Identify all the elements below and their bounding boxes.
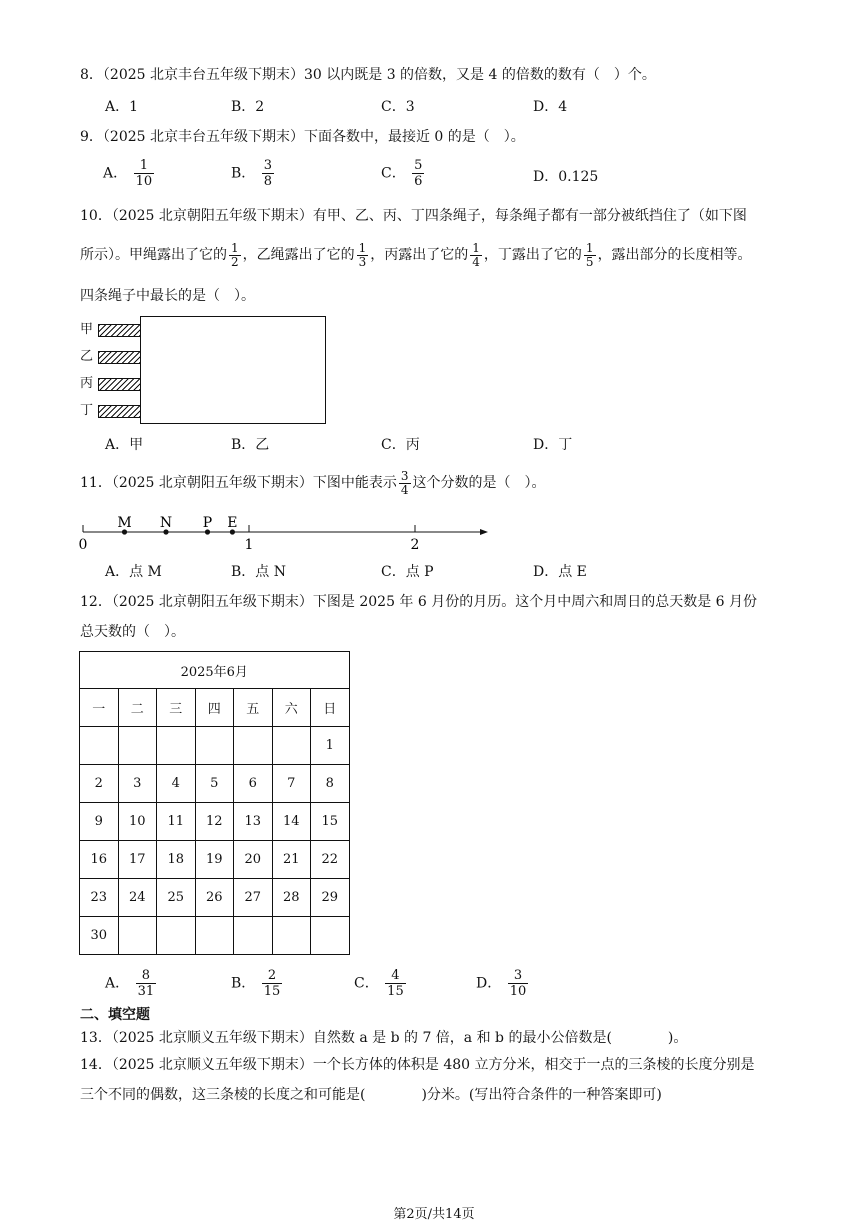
q10-option-b: B．乙 (231, 437, 270, 453)
q12-option-b-label: B． (231, 975, 256, 992)
calendar-day-cell: 29 (311, 879, 350, 917)
fraction-denominator: 8 (263, 174, 273, 189)
rope-label-jia: 甲 (80, 322, 94, 337)
fraction-denominator: 10 (135, 174, 153, 189)
calendar-weekday: 二 (118, 689, 157, 727)
calendar-day-cell: 9 (80, 803, 119, 841)
section-heading: 二、填空题 (80, 1007, 150, 1023)
q8-option-b: B．2 (231, 99, 265, 115)
q8-option-c: C．3 (381, 99, 415, 115)
q9-option-a-label: A． (103, 165, 128, 182)
q14-line1: 14．（2025 北京顺义五年级下期末）一个长方体的体积是 480 立方分米，相交于一点的三条棱的长度分别是 (80, 1057, 755, 1073)
q10-line2-text-b: ，乙绳露出了它的 (242, 247, 355, 263)
calendar-day-cell: 6 (234, 765, 273, 803)
fraction-numerator: 5 (414, 158, 423, 173)
q12-option-c-label: C． (354, 975, 379, 992)
calendar-day-cell: 17 (118, 841, 157, 879)
calendar-day-cell: 30 (80, 917, 119, 955)
number-line-arrow (480, 529, 488, 535)
calendar-day-cell (272, 917, 311, 955)
calendar-week-row (80, 765, 350, 803)
number-line (70, 505, 500, 555)
number-line-point-label: P (202, 515, 213, 531)
calendar-day-cell: 4 (157, 765, 196, 803)
q8-option-d: D．4 (533, 99, 568, 115)
calendar-day-cell: 2 (80, 765, 119, 803)
q10-line1: 10．（2025 北京朝阳五年级下期末）有甲、乙、丙、丁四条绳子，每条绳子都有一部分被纸挡住了（如下图 (80, 208, 747, 224)
q14-line2: 三个不同的偶数，这三条棱的长度之和可能是( )分米。(写出符合条件的一种答案即可) (80, 1087, 662, 1103)
calendar-day-cell (195, 727, 234, 765)
q10-fraction-4 (584, 242, 596, 269)
page-footer: 第2页/共14页 (393, 1207, 475, 1222)
calendar-week-row (80, 879, 350, 917)
fraction-numerator: 3 (400, 468, 409, 483)
fraction-denominator: 2 (231, 254, 239, 269)
q11-stem-text-b: 这个分数的是（ ）。 (412, 475, 546, 491)
q12-option-a-label: A． (105, 975, 130, 992)
q12-option-a (105, 968, 158, 999)
calendar-day-cell (234, 727, 273, 765)
calendar-day-cell: 10 (118, 803, 157, 841)
rope-bing (98, 378, 142, 391)
calendar-day-cell: 22 (311, 841, 350, 879)
calendar-day-cell (311, 917, 350, 955)
covering-paper (140, 316, 326, 424)
calendar-weekday: 四 (195, 689, 234, 727)
rope-yi (98, 351, 142, 364)
fraction-numerator: 1 (585, 240, 594, 255)
calendar-day-cell: 5 (195, 765, 234, 803)
q9-option-c-fraction (412, 158, 424, 189)
q10-line2-text-d: ，丁露出了它的 (483, 247, 582, 263)
fraction-numerator: 1 (134, 158, 155, 174)
q10-fraction-1 (229, 242, 241, 269)
fraction-denominator: 31 (137, 984, 155, 999)
calendar-day-cell: 23 (80, 879, 119, 917)
calendar-week-row (80, 841, 350, 879)
q10-line2-text-e: ，露出部分的长度相等。 (597, 247, 752, 263)
fraction-numerator: 4 (385, 968, 406, 984)
q10-line2-text-a: 所示）。甲绳露出了它的 (80, 247, 227, 263)
calendar-day-cell: 20 (234, 841, 273, 879)
calendar-day-cell: 7 (272, 765, 311, 803)
fraction-numerator: 8 (136, 968, 157, 984)
calendar-day-cell: 8 (311, 765, 350, 803)
calendar-weekday: 三 (157, 689, 196, 727)
calendar-week-row (80, 727, 350, 765)
q9-option-a-fraction (134, 158, 155, 189)
q11-option-b: B．点 N (231, 564, 286, 580)
calendar-weekday: 日 (311, 689, 350, 727)
q9-option-d: D．0.125 (533, 169, 599, 185)
q9-option-c-label: C． (381, 165, 406, 182)
q12-option-b-fraction (262, 968, 283, 999)
calendar-day-cell: 14 (272, 803, 311, 841)
calendar-day-cell: 25 (157, 879, 196, 917)
q10-option-c: C．丙 (381, 437, 420, 453)
calendar-day-cell: 13 (234, 803, 273, 841)
q9-option-b-fraction (262, 158, 274, 189)
q8-option-a: A．1 (105, 99, 139, 115)
q12-option-b (231, 968, 284, 999)
calendar-day-cell (157, 917, 196, 955)
q8-stem: 8．（2025 北京丰台五年级下期末）30 以内既是 3 的倍数，又是 4 的倍数的数有（ ）个。 (80, 67, 656, 83)
calendar-day-cell: 21 (272, 841, 311, 879)
number-line-tick-label: 1 (244, 537, 254, 553)
number-line-point-label: N (159, 515, 173, 531)
fraction-denominator: 10 (509, 984, 527, 999)
calendar-day-cell: 11 (157, 803, 196, 841)
q9-option-b (231, 158, 276, 189)
q11-fraction (399, 470, 411, 497)
q11-option-d: D．点 E (533, 564, 587, 580)
q10-option-d: D．丁 (533, 437, 573, 453)
q11-stem-text-a: 11．（2025 北京朝阳五年级下期末）下图中能表示 (80, 475, 397, 491)
q11-stem (80, 466, 546, 500)
q12-option-d-label: D． (476, 975, 502, 992)
rope-jia (98, 324, 142, 337)
calendar-day-cell: 18 (157, 841, 196, 879)
q11-option-a: A．点 M (105, 564, 162, 580)
calendar-day-cell: 28 (272, 879, 311, 917)
q9-option-b-label: B． (231, 165, 256, 182)
calendar-day-cell: 26 (195, 879, 234, 917)
q12-line1: 12．（2025 北京朝阳五年级下期末）下图是 2025 年 6 月份的月历。这个月中周六和周日的总天数是 6 月份 (80, 594, 758, 610)
q12-option-d-fraction (508, 968, 529, 999)
rope-ding (98, 405, 142, 418)
calendar-day-cell (80, 727, 119, 765)
calendar-day-cell: 3 (118, 765, 157, 803)
calendar-day-cell: 16 (80, 841, 119, 879)
rope-label-yi: 乙 (80, 349, 94, 364)
q10-line2 (80, 238, 752, 272)
q12-option-c (354, 968, 408, 999)
calendar-day-cell (195, 917, 234, 955)
fraction-denominator: 3 (358, 254, 367, 269)
calendar-day-cell (272, 727, 311, 765)
calendar-weekday: 五 (234, 689, 273, 727)
q10-line2-text-c: ，丙露出了它的 (370, 247, 469, 263)
number-line-tick-label: 0 (78, 537, 88, 553)
calendar-day-cell (234, 917, 273, 955)
calendar-weekday: 六 (272, 689, 311, 727)
q9-stem: 9．（2025 北京丰台五年级下期末）下面各数中，最接近 0 的是（ ）。 (80, 129, 525, 145)
fraction-denominator: 4 (472, 254, 480, 269)
fraction-numerator: 3 (508, 968, 529, 984)
rope-label-bing: 丙 (80, 376, 94, 391)
q10-fraction-2 (357, 242, 369, 269)
fraction-denominator: 6 (414, 174, 423, 189)
fraction-denominator: 15 (387, 984, 404, 999)
number-line-point-label: M (117, 515, 132, 531)
q10-option-a: A．甲 (105, 437, 144, 453)
q9-option-c (381, 158, 426, 189)
q10-fraction-3 (470, 242, 482, 269)
fraction-denominator: 5 (585, 254, 594, 269)
fraction-numerator: 1 (472, 240, 480, 255)
fraction-numerator: 1 (358, 240, 367, 255)
calendar-day-cell: 1 (311, 727, 350, 765)
q9-option-a (103, 158, 156, 189)
fraction-denominator: 4 (400, 482, 409, 497)
calendar-week-row (80, 803, 350, 841)
calendar-day-cell: 27 (234, 879, 273, 917)
q13-stem: 13．（2025 北京顺义五年级下期末）自然数 a 是 b 的 7 倍，a 和 b 的最小公倍数是( )。 (80, 1030, 688, 1046)
calendar-title: 2025年6月 (80, 652, 350, 689)
calendar-day-cell (157, 727, 196, 765)
fraction-numerator: 2 (262, 968, 283, 984)
fraction-numerator: 3 (263, 158, 273, 173)
calendar-day-cell (118, 727, 157, 765)
rope-label-ding: 丁 (80, 403, 94, 418)
calendar-weekday-row (80, 689, 350, 727)
calendar-weekday: 一 (80, 689, 119, 727)
q12-option-d (476, 968, 530, 999)
q12-option-c-fraction (385, 968, 406, 999)
calendar-week-row (80, 917, 350, 955)
q10-line3: 四条绳子中最长的是（ ）。 (80, 288, 255, 304)
number-line-point-label: E (227, 515, 238, 531)
fraction-numerator: 1 (231, 240, 239, 255)
calendar-day-cell: 19 (195, 841, 234, 879)
calendar-day-cell: 15 (311, 803, 350, 841)
calendar-day-cell: 12 (195, 803, 234, 841)
fraction-denominator: 15 (263, 984, 281, 999)
number-line-tick-label: 2 (410, 537, 420, 553)
q12-line2: 总天数的（ ）。 (80, 624, 185, 640)
q11-option-c: C．点 P (381, 564, 434, 580)
calendar-table (79, 651, 350, 955)
calendar-day-cell: 24 (118, 879, 157, 917)
calendar-day-cell (118, 917, 157, 955)
q12-option-a-fraction (136, 968, 157, 999)
